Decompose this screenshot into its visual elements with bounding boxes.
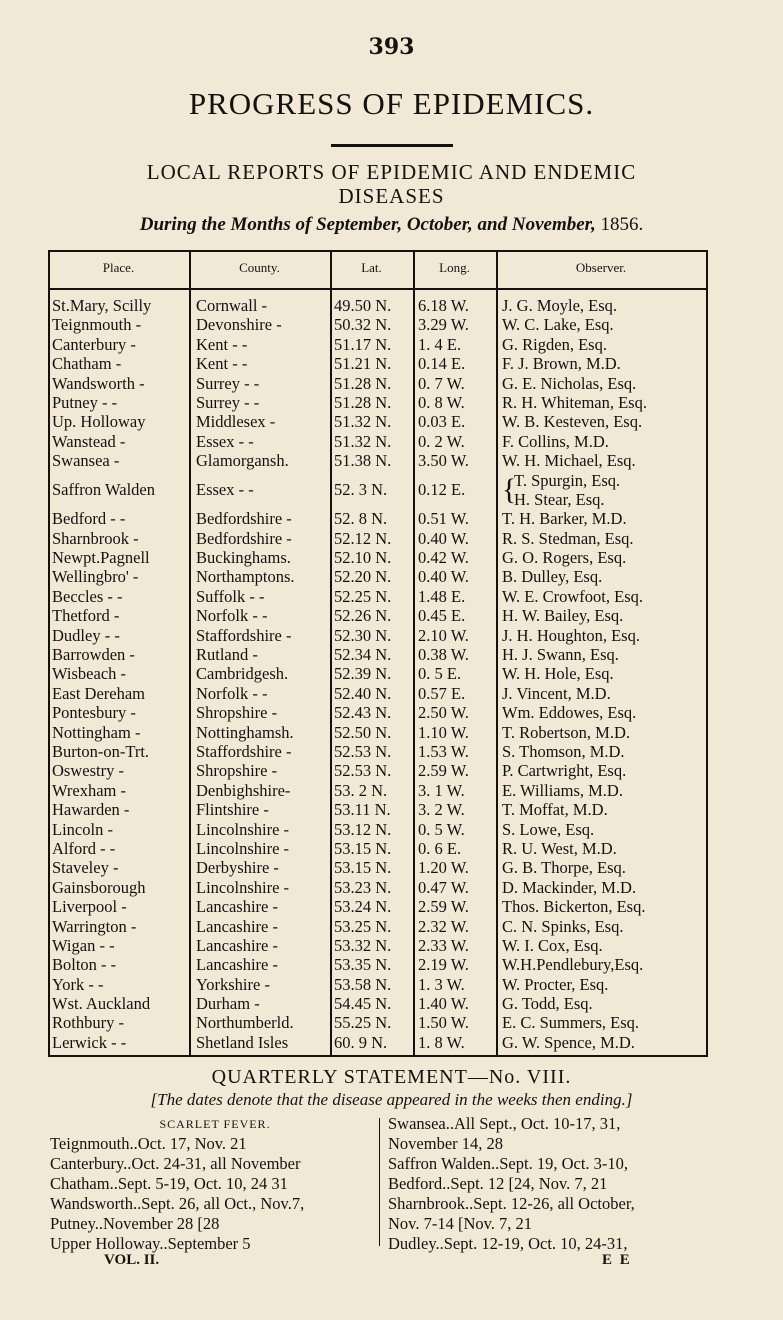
table-row bbox=[48, 897, 708, 916]
table-row bbox=[48, 839, 708, 858]
long-cell: 2.10 W. bbox=[418, 625, 469, 645]
observer-cell: W.H.Pendlebury,Esq. bbox=[502, 955, 644, 975]
observer-cell: E. Williams, M.D. bbox=[502, 780, 623, 800]
county-cell: Shetland Isles bbox=[196, 1032, 289, 1052]
observer-cell: T. Spurgin, Esq. bbox=[514, 470, 621, 490]
lat-cell: 53.25 N. bbox=[334, 916, 392, 936]
long-cell: 2.50 W. bbox=[418, 703, 469, 723]
right-line: November 14, 28 bbox=[388, 1134, 504, 1153]
place-cell: East Dereham bbox=[52, 683, 145, 703]
county-cell: Suffolk - - bbox=[196, 586, 265, 606]
long-cell: 0.42 W. bbox=[418, 548, 469, 568]
observer-cell: C. N. Spinks, Esq. bbox=[502, 916, 624, 936]
lat-cell: 51.32 N. bbox=[334, 431, 392, 451]
place-cell: Wandsworth - bbox=[52, 373, 145, 393]
long-cell: 1.10 W. bbox=[418, 722, 469, 742]
table-row bbox=[48, 917, 708, 936]
observer-cell: S. Thomson, M.D. bbox=[502, 742, 625, 761]
county-cell: Durham - bbox=[196, 994, 260, 1014]
lat-cell: 52.40 N. bbox=[334, 683, 392, 703]
observer-brace: { bbox=[502, 472, 517, 506]
table-row bbox=[48, 820, 708, 839]
table-row bbox=[48, 315, 708, 334]
long-cell: 0. 5 E. bbox=[418, 664, 462, 684]
county-cell: Glamorgansh. bbox=[196, 451, 289, 471]
place-cell: Newpt.Pagnell bbox=[52, 548, 150, 568]
county-cell: Staffordshire - bbox=[196, 742, 292, 761]
lat-cell: 54.45 N. bbox=[334, 994, 392, 1014]
lat-cell: 52.34 N. bbox=[334, 645, 392, 665]
observer-cell: F. Collins, M.D. bbox=[502, 431, 609, 451]
observer-cell: Wm. Eddowes, Esq. bbox=[502, 703, 637, 723]
table-row bbox=[48, 296, 708, 315]
scarlet-fever-heading: SCARLET FEVER. bbox=[159, 1117, 271, 1131]
long-cell: 1.53 W. bbox=[418, 742, 469, 761]
table-row bbox=[48, 742, 708, 761]
left-line: Putney..November 28 [28 bbox=[50, 1214, 220, 1233]
lat-cell: 52.20 N. bbox=[334, 567, 392, 587]
table-row bbox=[48, 354, 708, 373]
long-cell: 0.45 E. bbox=[418, 606, 466, 626]
place-cell: Rothbury - bbox=[52, 1013, 124, 1033]
table-row bbox=[48, 723, 708, 742]
right-line: Saffron Walden..Sept. 19, Oct. 3-10, bbox=[388, 1154, 629, 1173]
place-cell: Liverpool - bbox=[52, 897, 127, 917]
table-row bbox=[48, 529, 708, 548]
place-cell: Hawarden - bbox=[52, 800, 130, 820]
place-cell: Lincoln - bbox=[52, 819, 113, 839]
table-body bbox=[48, 296, 708, 1052]
place-cell: Wellingbro' - bbox=[52, 567, 139, 587]
lat-cell: 50.32 N. bbox=[334, 315, 392, 335]
place-cell: Warrington - bbox=[52, 916, 137, 936]
table-row bbox=[48, 781, 708, 800]
place-cell: Pontesbury - bbox=[52, 703, 136, 723]
table-row bbox=[48, 587, 708, 606]
place-cell: Canterbury - bbox=[52, 334, 136, 354]
table-row bbox=[48, 645, 708, 664]
observer-cell: W. H. Michael, Esq. bbox=[502, 451, 636, 471]
place-cell: Alford - - bbox=[52, 838, 116, 858]
header-county: County. bbox=[239, 260, 280, 275]
observer-cell: G. B. Thorpe, Esq. bbox=[502, 858, 626, 878]
table-row bbox=[48, 936, 708, 955]
place-cell: Sharnbrook - bbox=[52, 528, 139, 548]
place-cell: St.Mary, Scilly bbox=[52, 296, 152, 315]
long-cell: 0.51 W. bbox=[418, 509, 469, 529]
long-cell: 0.40 W. bbox=[418, 567, 469, 587]
table-row bbox=[48, 955, 708, 974]
county-cell: Cornwall - bbox=[196, 296, 268, 315]
lat-cell: 52.25 N. bbox=[334, 586, 392, 606]
observer-cell: G. O. Rogers, Esq. bbox=[502, 548, 627, 568]
table-row bbox=[48, 606, 708, 625]
table-row bbox=[48, 451, 708, 470]
long-cell: 2.19 W. bbox=[418, 955, 469, 975]
observer-cell: G. Rigden, Esq. bbox=[502, 334, 607, 354]
header-observer: Observer. bbox=[575, 260, 627, 275]
long-cell: 1.50 W. bbox=[418, 1013, 469, 1033]
table-row bbox=[48, 800, 708, 819]
long-cell: 1.20 W. bbox=[418, 858, 469, 878]
place-cell: Gainsborough bbox=[52, 877, 146, 897]
observer-cell: G. W. Spence, M.D. bbox=[502, 1032, 635, 1052]
place-cell: Bolton - - bbox=[52, 955, 117, 975]
long-cell: 0.38 W. bbox=[418, 645, 469, 665]
table-row bbox=[48, 548, 708, 567]
observer-cell-second: H. Stear, Esq. bbox=[514, 489, 605, 509]
county-cell: Devonshire - bbox=[196, 315, 282, 335]
table-row bbox=[48, 684, 708, 703]
county-cell: Middlesex - bbox=[196, 412, 276, 432]
observer-cell: R. S. Stedman, Esq. bbox=[502, 528, 634, 548]
right-line: Sharnbrook..Sept. 12-26, all October, bbox=[388, 1194, 635, 1213]
lat-cell: 52.26 N. bbox=[334, 606, 392, 626]
table-row bbox=[48, 626, 708, 645]
place-cell: Nottingham - bbox=[52, 722, 141, 742]
long-cell: 1. 3 W. bbox=[418, 974, 465, 994]
table-row bbox=[48, 335, 708, 354]
observer-cell: J. G. Moyle, Esq. bbox=[502, 296, 618, 315]
county-cell: Denbighshire- bbox=[196, 780, 291, 800]
right-line: Dudley..Sept. 12-19, Oct. 10, 24-31, bbox=[388, 1234, 628, 1253]
quarterly-title: QUARTERLY STATEMENT—No. VIII. bbox=[211, 1066, 572, 1088]
table-row bbox=[48, 975, 708, 994]
county-cell: Lancashire - bbox=[196, 916, 278, 936]
table-row bbox=[48, 509, 708, 528]
observer-cell: T. H. Barker, M.D. bbox=[502, 509, 627, 529]
observer-cell: P. Cartwright, Esq. bbox=[502, 761, 627, 781]
county-cell: Lincolnshire - bbox=[196, 877, 290, 897]
observer-cell: W. B. Kesteven, Esq. bbox=[502, 412, 643, 432]
place-cell: Chatham - bbox=[52, 354, 122, 374]
observer-cell: W. Procter, Esq. bbox=[502, 974, 609, 994]
table-row bbox=[48, 567, 708, 586]
place-cell: Oswestry - bbox=[52, 761, 124, 781]
county-cell: Surrey - - bbox=[196, 373, 260, 393]
table-row bbox=[48, 432, 708, 451]
place-cell: York - - bbox=[52, 974, 104, 994]
lat-cell: 52.53 N. bbox=[334, 761, 392, 781]
place-cell: Lerwick - - bbox=[52, 1032, 127, 1052]
lat-cell: 52.53 N. bbox=[334, 742, 392, 761]
long-cell: 0. 7 W. bbox=[418, 373, 465, 393]
place-cell: Saffron Walden bbox=[52, 479, 155, 499]
place-cell: Wanstead - bbox=[52, 431, 126, 451]
lat-cell: 53.24 N. bbox=[334, 897, 392, 917]
place-cell: Staveley - bbox=[52, 858, 119, 878]
left-line: Upper Holloway..September 5 bbox=[50, 1234, 251, 1253]
long-cell: 1. 8 W. bbox=[418, 1032, 465, 1052]
county-cell: Shropshire - bbox=[196, 703, 278, 723]
lat-cell: 53.58 N. bbox=[334, 974, 392, 994]
lat-cell: 52.30 N. bbox=[334, 625, 392, 645]
observer-cell: G. E. Nicholas, Esq. bbox=[502, 373, 637, 393]
table-row bbox=[48, 374, 708, 393]
lat-cell: 51.17 N. bbox=[334, 334, 392, 354]
county-cell: Surrey - - bbox=[196, 392, 260, 412]
lat-cell: 49.50 N. bbox=[334, 296, 392, 315]
county-cell: Yorkshire - bbox=[196, 974, 270, 994]
county-cell: Northamptons. bbox=[196, 567, 295, 587]
long-cell: 0.14 E. bbox=[418, 354, 466, 374]
observer-cell: J. H. Houghton, Esq. bbox=[502, 625, 640, 645]
lat-cell: 52.43 N. bbox=[334, 703, 392, 723]
county-cell: Derbyshire - bbox=[196, 858, 279, 878]
long-cell: 0.57 E. bbox=[418, 683, 466, 703]
lat-cell: 53.11 N. bbox=[334, 800, 391, 820]
county-cell: Essex - - bbox=[196, 479, 254, 499]
county-cell: Bedfordshire - bbox=[196, 528, 292, 548]
long-cell: 3.50 W. bbox=[418, 451, 469, 471]
long-cell: 2.59 W. bbox=[418, 897, 469, 917]
county-cell: Rutland - bbox=[196, 645, 258, 665]
left-line: Wandsworth..Sept. 26, all Oct., Nov.7, bbox=[50, 1194, 305, 1213]
quarterly-note bbox=[0, 1090, 783, 1110]
place-cell: Beccles - - bbox=[52, 586, 123, 606]
table-row bbox=[48, 703, 708, 722]
observer-cell: D. Mackinder, M.D. bbox=[502, 877, 637, 897]
table-top-rule bbox=[48, 250, 708, 252]
place-cell: Burton-on-Trt. bbox=[52, 742, 150, 761]
lat-cell: 52. 8 N. bbox=[334, 509, 388, 529]
lat-cell: 53.23 N. bbox=[334, 877, 392, 897]
observer-cell: S. Lowe, Esq. bbox=[502, 819, 595, 839]
observer-cell: W. I. Cox, Esq. bbox=[502, 935, 603, 955]
left-line: Teignmouth..Oct. 17, Nov. 21 bbox=[50, 1134, 247, 1153]
date-range-line bbox=[0, 214, 783, 236]
page-number: 393 bbox=[368, 34, 415, 60]
lat-cell: 51.21 N. bbox=[334, 354, 392, 374]
place-cell: Wigan - - bbox=[52, 935, 115, 955]
place-cell: Bedford - - bbox=[52, 509, 126, 529]
county-cell: Lancashire - bbox=[196, 897, 278, 917]
long-cell: 2.59 W. bbox=[418, 761, 469, 781]
county-cell: Bedfordshire - bbox=[196, 509, 292, 529]
county-cell: Buckinghams. bbox=[196, 548, 291, 568]
observer-cell: R. U. West, M.D. bbox=[502, 838, 617, 858]
observer-cell: H. J. Swann, Esq. bbox=[502, 645, 619, 665]
county-cell: Norfolk - - bbox=[196, 683, 268, 703]
lat-cell: 52.12 N. bbox=[334, 528, 392, 548]
observer-cell: J. Vincent, M.D. bbox=[502, 683, 611, 703]
table-row bbox=[48, 858, 708, 877]
right-line: Nov. 7-14 [Nov. 7, 21 bbox=[388, 1214, 533, 1233]
table-row bbox=[48, 471, 708, 510]
observer-cell: R. H. Whiteman, Esq. bbox=[502, 392, 647, 412]
long-cell: 0. 5 W. bbox=[418, 819, 465, 839]
left-line: Canterbury..Oct. 24-31, all November bbox=[50, 1154, 301, 1173]
title-rule bbox=[331, 144, 453, 147]
place-cell: Barrowden - bbox=[52, 645, 135, 665]
long-cell: 1.48 E. bbox=[418, 586, 466, 606]
table-row bbox=[48, 1013, 708, 1032]
quarterly-note-text: [The dates denote that the disease appeared in the weeks then ending.] bbox=[150, 1090, 633, 1109]
lat-cell: 53.15 N. bbox=[334, 838, 392, 858]
place-cell: Thetford - bbox=[52, 606, 120, 626]
observer-cell: G. Todd, Esq. bbox=[502, 994, 593, 1014]
header-lat: Lat. bbox=[361, 260, 382, 275]
reports-table bbox=[48, 250, 708, 1058]
long-cell: 3. 2 W. bbox=[418, 800, 465, 820]
column-separator bbox=[379, 1118, 380, 1246]
footer-volume: VOL. II. bbox=[104, 1252, 160, 1268]
county-cell: Lancashire - bbox=[196, 935, 278, 955]
subtitle-line-2: DISEASES bbox=[338, 184, 445, 208]
observer-cell: W. H. Hole, Esq. bbox=[502, 664, 614, 684]
lat-cell: 51.28 N. bbox=[334, 392, 392, 412]
place-cell: Swansea - bbox=[52, 451, 120, 471]
table-row bbox=[48, 393, 708, 412]
table-row bbox=[48, 994, 708, 1013]
observer-cell: H. W. Bailey, Esq. bbox=[502, 606, 624, 626]
place-cell: Wisbeach - bbox=[52, 664, 127, 684]
county-cell: Northumberld. bbox=[196, 1013, 294, 1033]
county-cell: Norfolk - - bbox=[196, 606, 268, 626]
long-cell: 0.03 E. bbox=[418, 412, 466, 432]
county-cell: Nottinghamsh. bbox=[196, 722, 294, 742]
header-long: Long. bbox=[439, 260, 470, 275]
table-row bbox=[48, 1033, 708, 1052]
right-line: Bedford..Sept. 12 [24, Nov. 7, 21 bbox=[388, 1174, 608, 1193]
place-cell: Dudley - - bbox=[52, 625, 120, 645]
county-cell: Cambridgesh. bbox=[196, 664, 289, 684]
lat-cell: 53.32 N. bbox=[334, 935, 392, 955]
long-cell: 6.18 W. bbox=[418, 296, 469, 315]
observer-cell: W. C. Lake, Esq. bbox=[502, 315, 614, 335]
date-range-year: 1856. bbox=[600, 214, 644, 235]
observer-cell: T. Moffat, M.D. bbox=[502, 800, 608, 820]
page-title: PROGRESS OF EPIDEMICS. bbox=[188, 86, 595, 121]
county-cell: Lincolnshire - bbox=[196, 838, 290, 858]
long-cell: 2.33 W. bbox=[418, 935, 469, 955]
lat-cell: 52.50 N. bbox=[334, 722, 392, 742]
county-cell: Essex - - bbox=[196, 431, 254, 451]
date-range-text: During the Months of September, October, and November, bbox=[139, 214, 596, 235]
county-cell: Staffordshire - bbox=[196, 625, 292, 645]
long-cell: 0.40 W. bbox=[418, 528, 469, 548]
long-cell: 2.32 W. bbox=[418, 916, 469, 936]
county-cell: Kent - - bbox=[196, 354, 248, 374]
observer-cell: F. J. Brown, M.D. bbox=[502, 354, 621, 374]
long-cell: 0.47 W. bbox=[418, 877, 469, 897]
place-cell: Teignmouth - bbox=[52, 315, 142, 335]
footer-signature: E E bbox=[602, 1252, 632, 1268]
table-bottom-rule bbox=[48, 1055, 708, 1057]
lat-cell: 55.25 N. bbox=[334, 1013, 392, 1033]
county-cell: Lancashire - bbox=[196, 955, 278, 975]
place-cell: Wst. Auckland bbox=[52, 994, 151, 1014]
county-cell: Shropshire - bbox=[196, 761, 278, 781]
lat-cell: 51.32 N. bbox=[334, 412, 392, 432]
right-column bbox=[388, 1114, 718, 1254]
lat-cell: 52.10 N. bbox=[334, 548, 392, 568]
long-cell: 3.29 W. bbox=[418, 315, 469, 335]
observer-cell: W. E. Crowfoot, Esq. bbox=[502, 586, 644, 606]
observer-cell: E. C. Summers, Esq. bbox=[502, 1013, 640, 1033]
county-cell: Lincolnshire - bbox=[196, 819, 290, 839]
observer-cell: T. Robertson, M.D. bbox=[502, 722, 631, 742]
table-header-rule bbox=[48, 288, 708, 290]
long-cell: 1.40 W. bbox=[418, 994, 469, 1014]
table-row bbox=[48, 664, 708, 683]
observer-cell: B. Dulley, Esq. bbox=[502, 567, 603, 587]
table-row bbox=[48, 761, 708, 780]
long-cell: 0. 8 W. bbox=[418, 392, 465, 412]
lat-cell: 60. 9 N. bbox=[334, 1032, 388, 1052]
subtitle-line-1: LOCAL REPORTS OF EPIDEMIC AND ENDEMIC bbox=[146, 160, 637, 184]
lat-cell: 51.28 N. bbox=[334, 373, 392, 393]
place-cell: Putney - - bbox=[52, 392, 118, 412]
lat-cell: 51.38 N. bbox=[334, 451, 392, 471]
lat-cell: 52. 3 N. bbox=[334, 479, 388, 499]
county-cell: Flintshire - bbox=[196, 800, 269, 820]
header-place: Place. bbox=[102, 260, 135, 275]
lat-cell: 53.35 N. bbox=[334, 955, 392, 975]
place-cell: Wrexham - bbox=[52, 780, 127, 800]
long-cell: 0. 6 E. bbox=[418, 838, 462, 858]
lat-cell: 53. 2 N. bbox=[334, 780, 388, 800]
lat-cell: 53.12 N. bbox=[334, 819, 392, 839]
long-cell: 1. 4 E. bbox=[418, 334, 462, 354]
long-cell: 0. 2 W. bbox=[418, 431, 465, 451]
place-cell: Up. Holloway bbox=[52, 412, 146, 432]
long-cell: 0.12 E. bbox=[418, 479, 466, 499]
lat-cell: 52.39 N. bbox=[334, 664, 392, 684]
lat-cell: 53.15 N. bbox=[334, 858, 392, 878]
observer-cell: Thos. Bickerton, Esq. bbox=[502, 897, 646, 917]
right-line: Swansea..All Sept., Oct. 10-17, 31, bbox=[388, 1114, 621, 1133]
table-row bbox=[48, 878, 708, 897]
county-cell: Kent - - bbox=[196, 334, 248, 354]
left-column bbox=[50, 1114, 380, 1254]
long-cell: 3. 1 W. bbox=[418, 780, 465, 800]
left-line: Chatham..Sept. 5-19, Oct. 10, 24 31 bbox=[50, 1174, 288, 1193]
table-row bbox=[48, 412, 708, 431]
